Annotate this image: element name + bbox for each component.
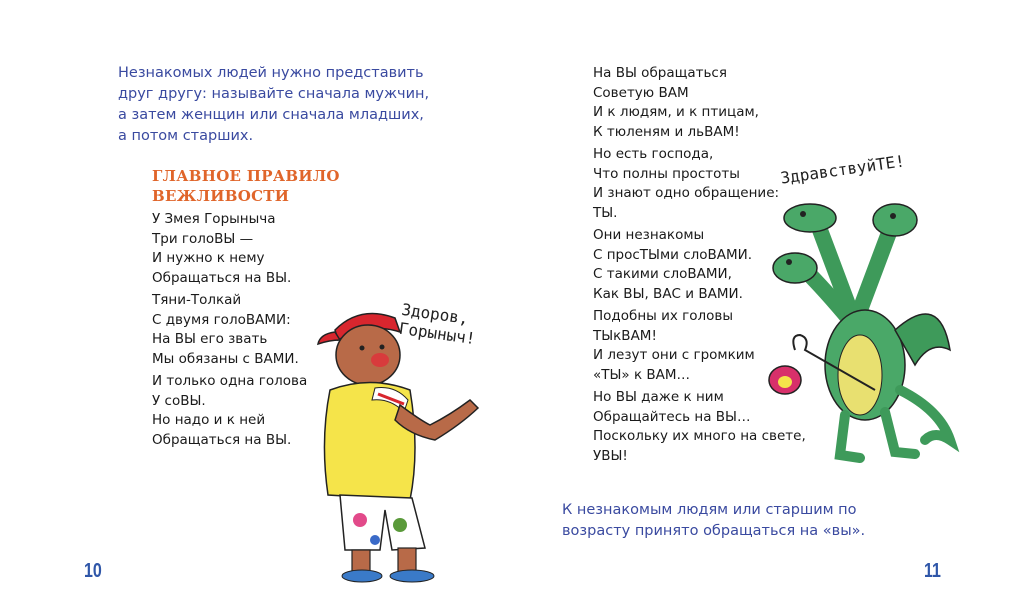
stanza-5: Но есть господа, Что полны простоты И знают одно обращение: ТЫ.: [593, 146, 780, 221]
poem-title: ГЛАВНОЕ ПРАВИЛО ВЕЖЛИВОСТИ: [152, 167, 340, 205]
stanza-6: Они незнакомы С просТЫми слоВАМИ. С такими слоВАМИ, Как ВЫ, ВАС и ВАМИ.: [593, 227, 753, 302]
stanza-4: На ВЫ обращаться Советую ВАМ И к людям, и к птицам, К тюленям и льВАМ!: [593, 65, 759, 140]
outro-text: К незнакомым людям или старшим по возрасту принято обращаться на «вы».: [562, 502, 866, 539]
speech-bubble-man: Здоров, Горыныч!: [397, 299, 477, 349]
page-number-right: 11: [924, 560, 941, 582]
stanza-3: И только одна голова У соВЫ. Но надо и к ней Обращаться на ВЫ.: [152, 373, 308, 448]
dragon-illustration: [765, 190, 965, 480]
stanza-2: Тяни-Толкай С двумя голоВАМИ: На ВЫ его звать Мы обязаны с ВАМИ.: [152, 292, 299, 367]
page-number-left: 10: [84, 560, 102, 582]
stanza-1: У Змея Горыныча Три голоВЫ — И нужно к нему Обращаться на ВЫ.: [152, 211, 292, 286]
stanza-7: Подобны их головы ТЫкВАМ! И лезут они с громким «ТЫ» к ВАМ…: [593, 308, 755, 383]
intro-text: Незнакомых людей нужно представить друг другу: называйте сначала мужчин, а затем женщин или сначала младших, а потом старших.: [118, 65, 430, 144]
stanza-8: Но ВЫ даже к ним Обращайтесь на ВЫ… Поскольку их много на свете, УВЫ!: [593, 389, 806, 464]
speech-bubble-dragon: ЗдравствуйТЕ!: [779, 151, 906, 188]
